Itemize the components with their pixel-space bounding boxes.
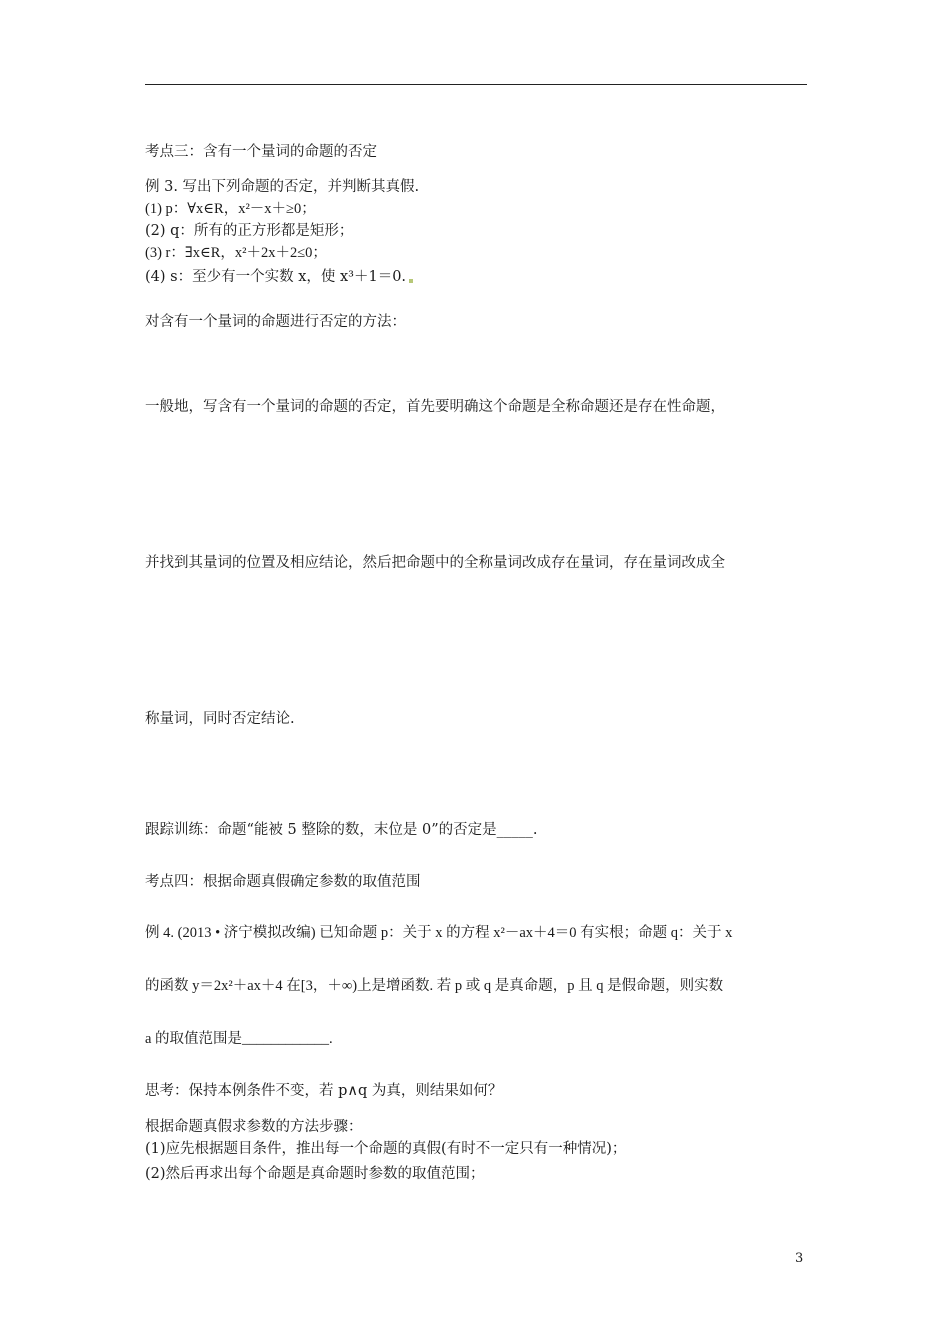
method-title: 对含有一个量词的命题进行否定的方法： bbox=[145, 314, 406, 330]
section-4-title: 考点四：根据命题真假确定参数的取值范围 bbox=[145, 874, 421, 890]
step-2: (2)然后再求出每个命题是真命题时参数的取值范围； bbox=[145, 1166, 485, 1182]
example-3-item-4-row bbox=[145, 267, 413, 287]
steps-title: 根据命题真假求参数的方法步骤： bbox=[145, 1119, 363, 1135]
example-3-item-1: (1) p：∀x∈R，x²－x＋≥0； bbox=[145, 201, 316, 217]
example-3-item-3: (3) r：∃x∈R，x²＋2x＋2≤0； bbox=[145, 245, 327, 261]
example-3-intro: 例 3. 写出下列命题的否定，并判断其真假. bbox=[145, 179, 420, 195]
example-4-line-2: 的函数 y＝2x²＋ax＋4 在[3，＋∞)上是增函数. 若 p 或 q 是真命题，p 且 q 是假命题，则实数 bbox=[145, 978, 724, 994]
think-question: 思考：保持本例条件不变，若 p∧q 为真，则结果如何？ bbox=[145, 1083, 503, 1099]
section-3-title: 考点三：含有一个量词的命题的否定 bbox=[145, 144, 377, 160]
page-number: 3 bbox=[795, 1251, 804, 1266]
step-1: (1)应先根据题目条件，推出每一个命题的真假(有时不一定只有一种情况)； bbox=[145, 1141, 627, 1157]
example-3-item-2: (2) q：所有的正方形都是矩形； bbox=[145, 223, 354, 239]
edit-marker-icon bbox=[409, 279, 413, 283]
example-3-item-4: (4) s：至少有一个实数 x，使 x³＋1＝0. bbox=[145, 269, 407, 285]
header-rule bbox=[145, 84, 807, 85]
practice-exercise: 跟踪训练：命题“能被 5 整除的数，末位是 0”的否定是_____. bbox=[145, 822, 538, 838]
method-line-3: 称量词，同时否定结论. bbox=[145, 711, 295, 727]
example-4-line-1: 例 4. (2013 • 济宁模拟改编) 已知命题 p：关于 x 的方程 x²－ax＋4＝0 有实根；命题 q：关于 x bbox=[145, 925, 733, 941]
method-line-2: 并找到其量词的位置及相应结论，然后把命题中的全称量词改成存在量词，存在量词改成全 bbox=[145, 555, 725, 571]
method-line-1: 一般地，写含有一个量词的命题的否定，首先要明确这个命题是全称命题还是存在性命题， bbox=[145, 399, 725, 415]
example-4-line-3: a 的取值范围是____________. bbox=[145, 1031, 333, 1047]
